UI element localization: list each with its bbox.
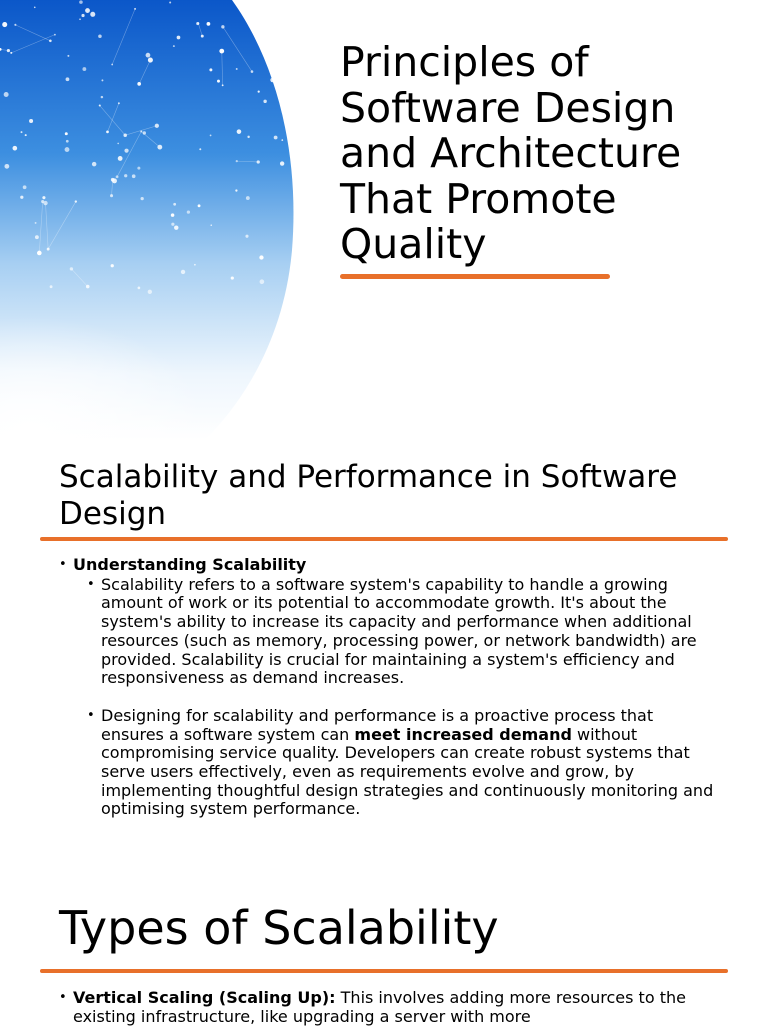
- section-title: Scalability and Performance in Software Design: [59, 459, 678, 532]
- section-body: [59, 556, 719, 819]
- slide-title: Principles of Software Design and Architecture That Promote Quality: [340, 38, 682, 268]
- sub-bullet: • Scalability refers to a software system's capability to handle a growing amount of work or its potential to accommodate growth. It's about the system's ability to increase its capacity and performance when additional resources (such as memory, processing power, or network bandwidth) are provided. Scalability is crucial for maintaining a system's efficiency and responsiveness as demand increases.: [59, 576, 719, 688]
- sub-bullet: • Designing for scalability and performance is a proactive process that ensures a software system can meet increased demand without compromising service quality. Developers can create robust systems that serve users effectively, even as requirements evolve and grow, by implementing thoughtful design strategies and continuously monitoring and optimising system performance.: [59, 707, 719, 819]
- section-underline: [40, 537, 728, 541]
- bullet-heading: • Understanding Scalability: [59, 556, 719, 575]
- bullet-item: • Vertical Scaling (Scaling Up): This involves adding more resources to the existing infrastructure, like upgrading a server with more: [59, 989, 719, 1026]
- section-underline: [40, 969, 728, 973]
- section-title-types: Types of Scalability: [59, 901, 499, 955]
- types-body: [59, 989, 719, 1026]
